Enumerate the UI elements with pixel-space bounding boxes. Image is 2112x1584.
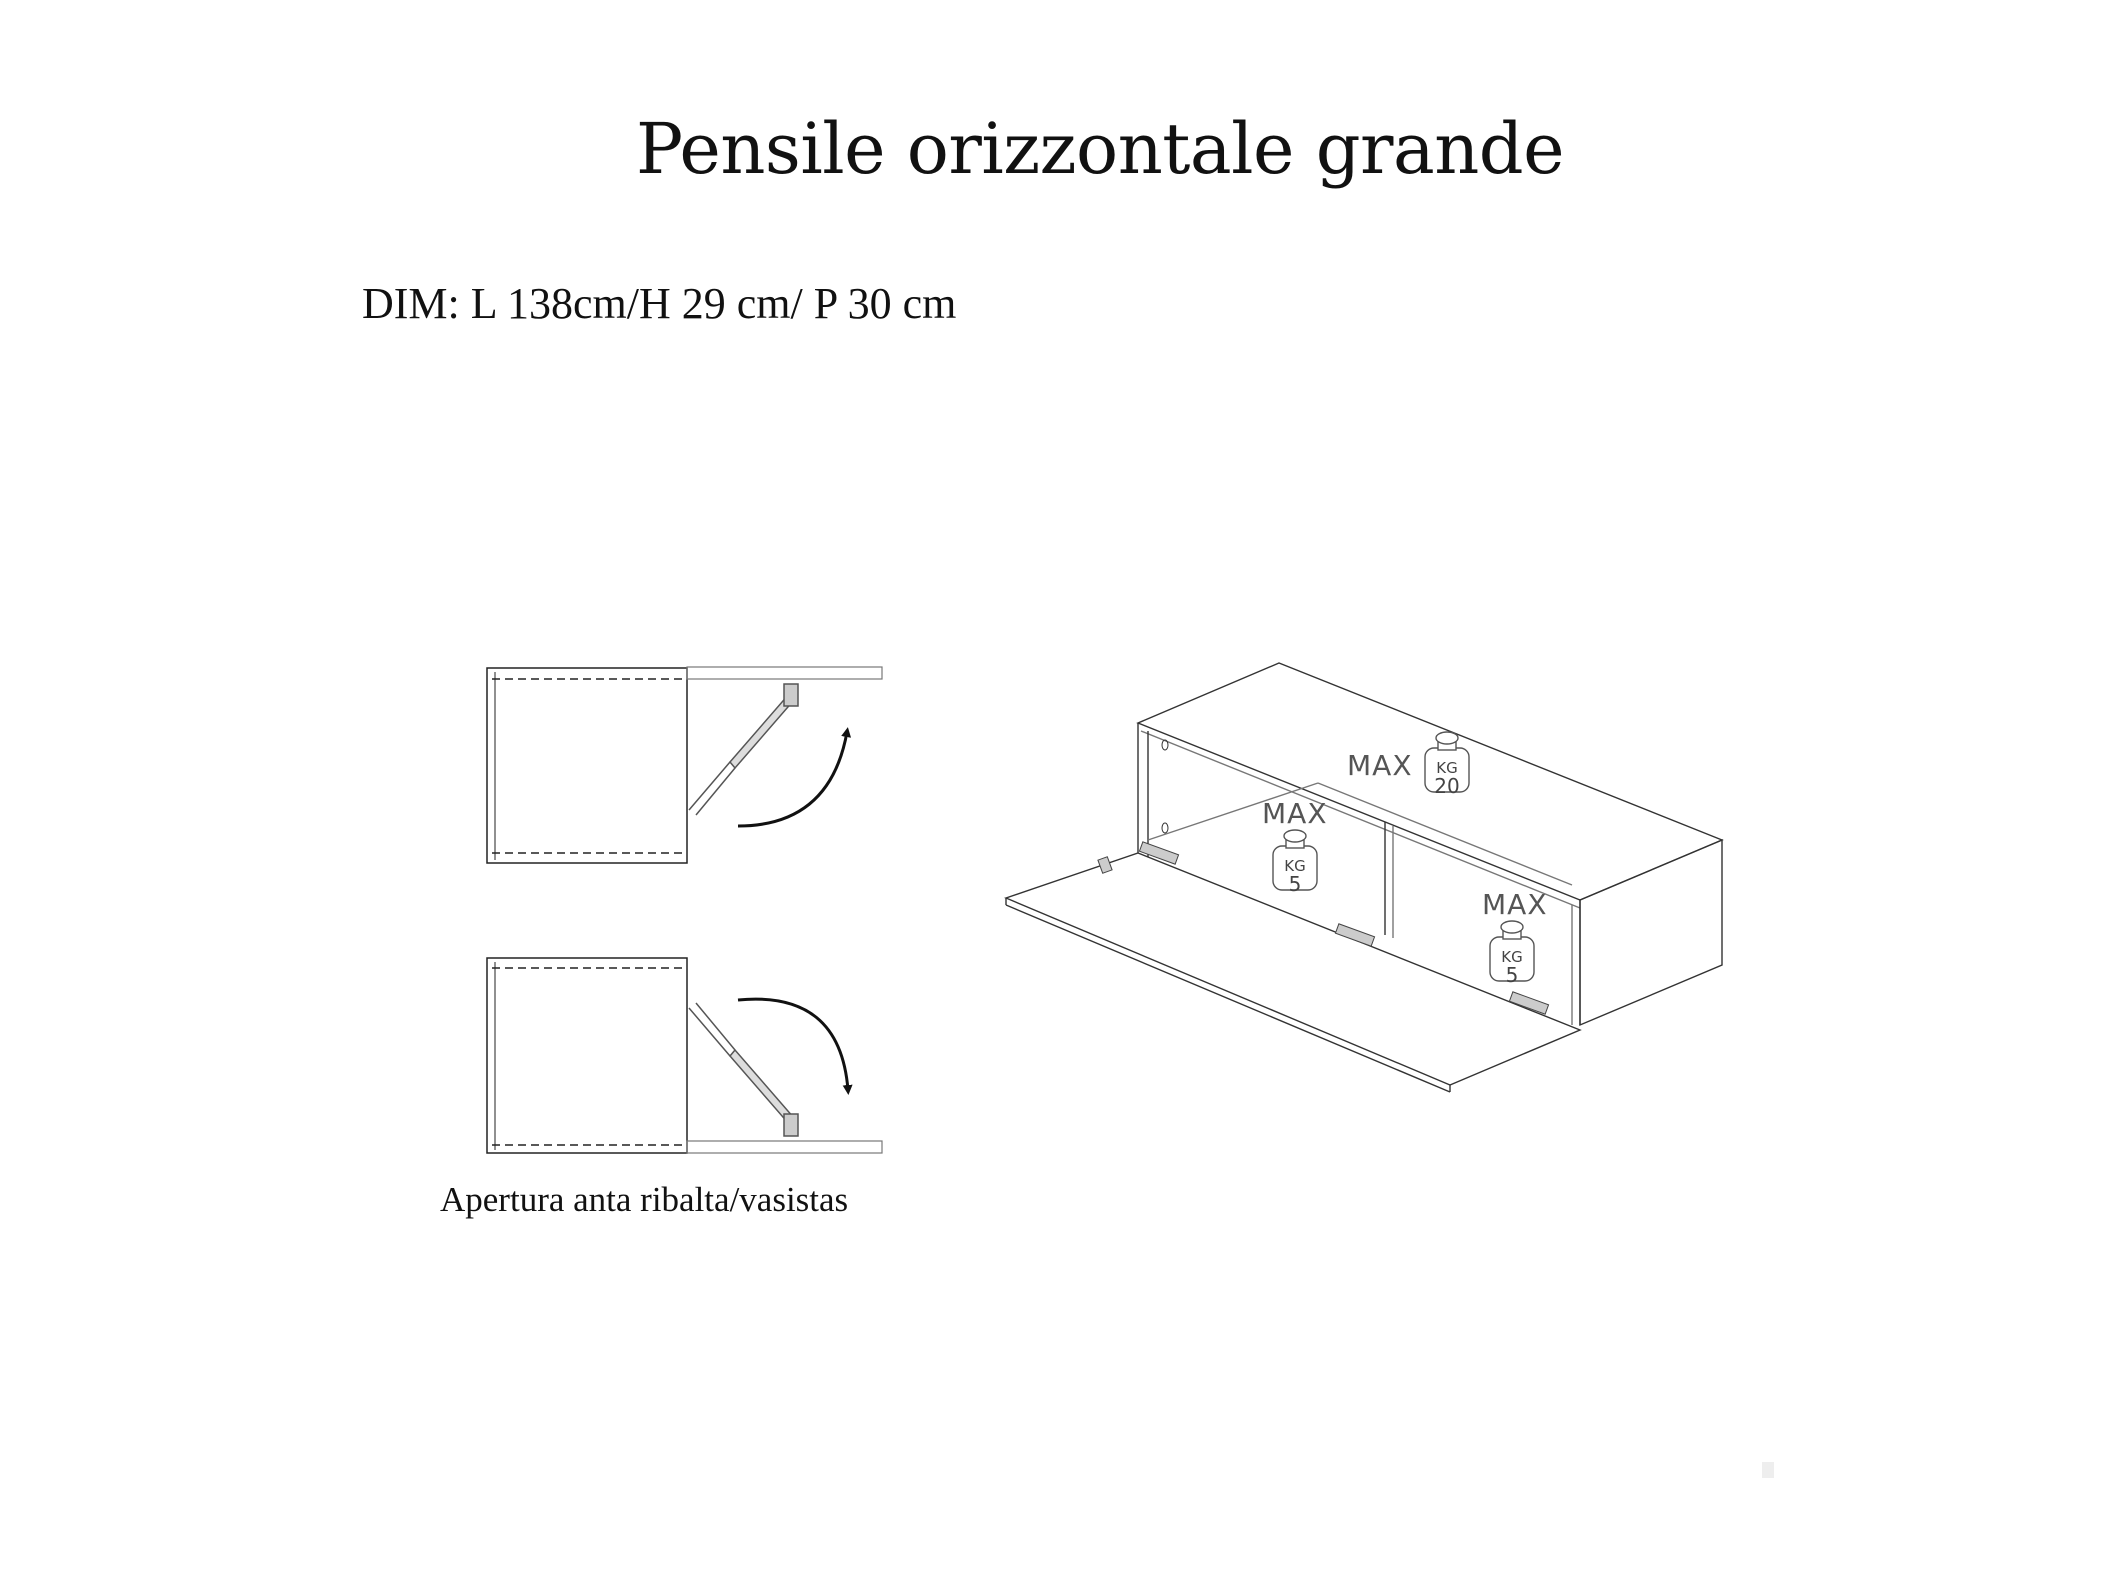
side-view-closed (487, 958, 882, 1153)
weight-max-label: MAX (1482, 888, 1548, 921)
corner-mark (1762, 1462, 1774, 1478)
weight-value: 5 (1505, 963, 1519, 987)
cabinet-side-box-top (487, 668, 687, 863)
weight-20kg (1347, 732, 1469, 798)
weight-value: 20 (1434, 774, 1460, 798)
weight-max-label: MAX (1347, 749, 1413, 782)
weight-value: 5 (1288, 872, 1302, 896)
opening-caption: Apertura anta ribalta/vasistas (440, 1180, 849, 1219)
side-view-open (487, 667, 882, 863)
weight-5kg-right (1482, 888, 1548, 987)
weight-max-label: MAX (1262, 797, 1328, 830)
gas-strut-icon (689, 684, 798, 815)
door-panel-lowered (687, 1141, 882, 1153)
page-title: Pensile orizzontale grande (635, 108, 1565, 190)
dimensions-text: DIM: L 138cm/H 29 cm/ P 30 cm (362, 279, 957, 328)
weight-unit: KG (1501, 948, 1523, 966)
gas-strut-icon (689, 1003, 798, 1136)
cabinet-side-box-bottom (487, 958, 687, 1153)
weight-5kg-left (1262, 797, 1328, 896)
door-panel-raised (687, 667, 882, 679)
weight-unit: KG (1284, 857, 1306, 875)
weight-unit: KG (1436, 759, 1458, 777)
isometric-cabinet (1006, 663, 1722, 1092)
cabinet-right-side (1580, 840, 1722, 1025)
